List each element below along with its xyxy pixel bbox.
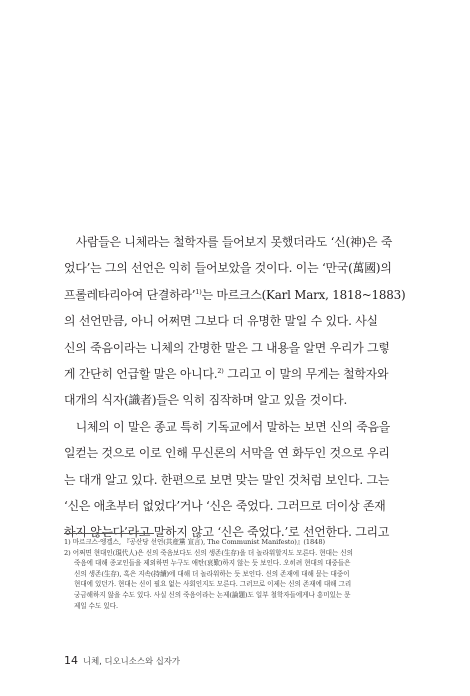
- footnote-line: 죽음에 대해 종교인들을 제외하면 누구도 애탄(哀歎)하지 않는 듯 보인다. 오히려 현대의 대중들은: [74, 559, 351, 568]
- text-line: ‘신은 애초부터 없었다’거나 ‘신은 죽었다. 그러므로 더이상 존재: [64, 499, 386, 514]
- footnote-1: 1) 마르크스·엥겔스, 『공산당 선언(共産黨 宣言), The Communist Manifesto)』(1848): [64, 538, 325, 546]
- text-line: [64, 361, 419, 387]
- footnote-2: [64, 548, 420, 612]
- page-number: 14: [64, 654, 78, 667]
- footnote-line: 2) 어쩌면 현대인(現代人)은 신의 죽음보다도 신의 생존(生存)을 더 놀라워할지도 모른다. 현대는 신의: [64, 548, 353, 557]
- text-line: [64, 282, 419, 308]
- footnote-line: 현대에 있던가. 현대는 신이 필요 없는 사회인지도 모른다. 그러므로 이제는 신의 존재에 대해 그리: [74, 580, 352, 589]
- footnote-line: 제일 수도 있다.: [74, 601, 119, 610]
- body-text: [64, 229, 419, 546]
- text-line: 대개의 식자(識者)들은 익히 짐작하며 알고 있을 것이다.: [64, 393, 348, 408]
- text-fragment: 게 간단히 언급할 말은 아니다.: [64, 367, 218, 382]
- text-fragment: 프롤레타리아여 단결하라’: [64, 287, 196, 302]
- footnote-line: 궁금해하지 않을 수도 있다. 사실 신의 죽음이라는 논제(論題)도 일부 철학자들에게나 흥미있는 문: [74, 590, 351, 599]
- text-line: 신의 죽음이라는 니체의 간명한 말은 그 내용을 알면 우리가 그렇: [64, 340, 390, 355]
- page-footer: [64, 654, 180, 667]
- footnote-ref-1[interactable]: 1): [195, 287, 202, 296]
- text-line: 었다’는 그의 선언은 익히 들어보았을 것이다. 이는 ‘만국(萬國)의: [64, 261, 392, 276]
- text-fragment: 는 마르크스(Karl Marx, 1818~1883): [201, 287, 406, 302]
- footnote-line: 신의 생존(生存), 혹은 지속(持續)에 대해 더 놀라워하는 듯 보인다. 신의 존재에 대해 묻는 대중이: [74, 569, 350, 578]
- text-fragment: 그리고 이 말의 무게는 철학자와: [223, 367, 389, 382]
- text-line: 는 대개 알고 있다. 한편으로 보면 맞는 말인 것처럼 보인다. 그는: [64, 472, 390, 487]
- footnote-ref-2[interactable]: 2): [217, 367, 224, 376]
- running-title: 니체, 디오니소스와 십자가: [83, 656, 180, 666]
- text-line: 일컫는 것으로 이로 인해 무신론의 서막을 연 화두인 것으로 우리: [64, 446, 390, 461]
- text-line: 하지 않는다’라고 말하지 않고 ‘신은 죽었다.’로 선언한다. 그리고: [64, 525, 390, 540]
- footnote-divider: [64, 533, 154, 534]
- text-line: 사람들은 니체라는 철학자를 들어보지 못했더라도 ‘신(神)은 죽: [64, 235, 393, 249]
- text-line: 니체의 이 말은 종교 특히 기독교에서 말하는 보면 신의 죽음을: [64, 419, 391, 434]
- text-line: 의 선언만큼, 아니 어쩌면 그보다 더 유명한 말일 수 있다. 사실: [64, 314, 378, 329]
- footnotes: [64, 537, 420, 611]
